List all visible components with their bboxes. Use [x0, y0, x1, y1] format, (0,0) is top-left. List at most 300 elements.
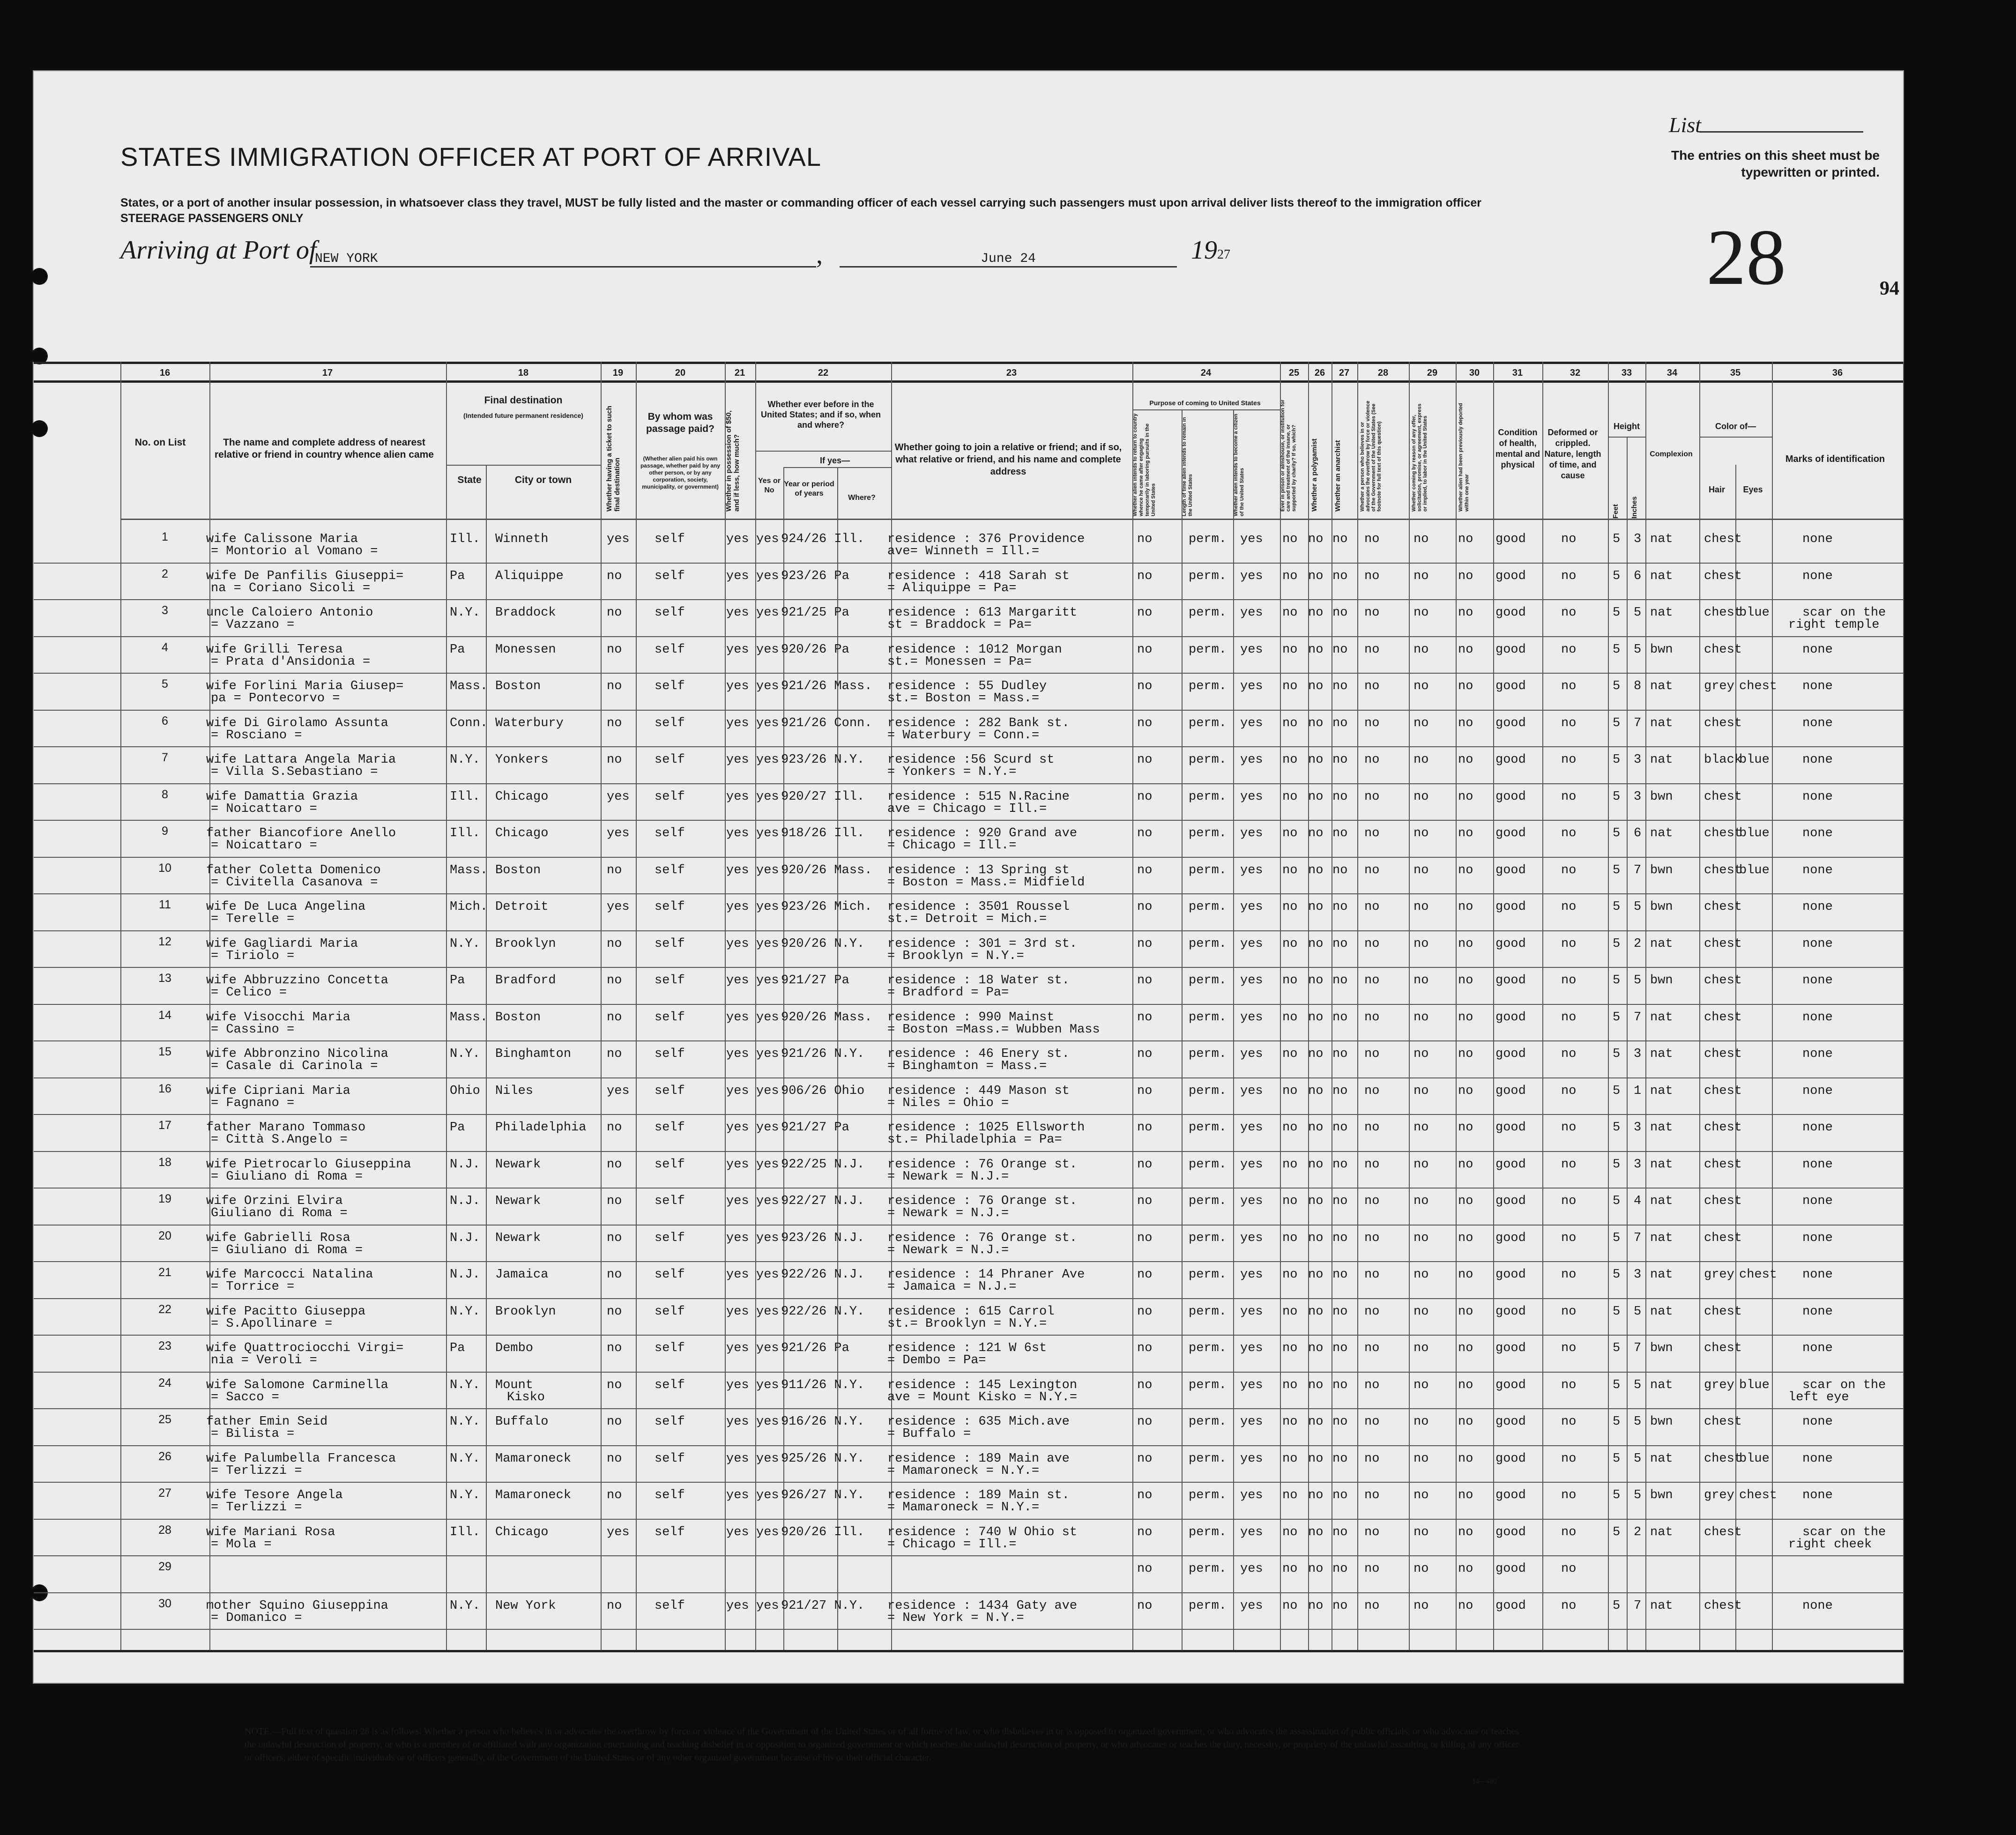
- cell-yn: yes: [756, 606, 779, 620]
- cell-m: yes: [726, 973, 749, 988]
- cell-yn: yes: [756, 753, 779, 767]
- cell-rel2: = Città S.Angelo =: [211, 1133, 348, 1147]
- cell-join: residence : 615 Carrol: [887, 1304, 1055, 1319]
- cell-pr: no: [1282, 863, 1298, 877]
- cell-of: no: [1413, 716, 1429, 730]
- cell-st: N.Y.: [450, 753, 480, 767]
- cell-rel: father Coletta Domenico: [206, 863, 381, 877]
- cell-of: no: [1413, 753, 1429, 767]
- cell-hr: chest: [1704, 1341, 1742, 1355]
- cell-hr: chest: [1704, 1010, 1742, 1025]
- cell-an: no: [1332, 1562, 1348, 1576]
- cell-rel2: = Villa S.Sebastiano =: [211, 765, 378, 779]
- cell-pr: no: [1282, 973, 1298, 988]
- cell-ret: no: [1137, 569, 1153, 583]
- cell-m: yes: [726, 1341, 749, 1355]
- cell-rel2: = Casale di Carinola =: [211, 1059, 378, 1073]
- cell-pr: no: [1282, 1415, 1298, 1429]
- cell-paid: self: [655, 1010, 685, 1025]
- cell-join: residence : 920 Grand ave: [887, 826, 1078, 840]
- column-number: 27: [1339, 368, 1350, 378]
- row-rule: [34, 783, 1903, 784]
- cell-m: yes: [726, 1451, 749, 1466]
- cell-an: no: [1332, 1194, 1348, 1208]
- cell-yr: 921/25 Pa: [781, 606, 849, 620]
- cell-rel2: = Terelle =: [211, 912, 295, 926]
- cell-join2: = Newark = N.J.=: [887, 1243, 1009, 1257]
- cell-ov: no: [1364, 642, 1380, 657]
- cell-hl: good: [1495, 1525, 1526, 1539]
- cell-hr: grey: [1704, 679, 1734, 693]
- cell-of: no: [1413, 1562, 1429, 1576]
- col16-header: No. on List: [134, 437, 186, 448]
- arrival-year: [1191, 235, 1230, 265]
- cell-cx: nat: [1650, 1121, 1673, 1135]
- cell-dp: no: [1458, 1562, 1473, 1576]
- cell-m: yes: [726, 1121, 749, 1135]
- cell-join2: st = Braddock = Pa=: [887, 618, 1032, 632]
- cell-in: 7: [1634, 716, 1642, 730]
- cell-rel: father Marano Tommaso: [206, 1121, 366, 1135]
- cell-pr: no: [1282, 1231, 1298, 1245]
- cell-cx: nat: [1650, 606, 1673, 620]
- column-number: 22: [818, 368, 829, 378]
- cell-dp: no: [1458, 569, 1473, 583]
- cell-join2: = Niles = Ohio =: [887, 1096, 1009, 1110]
- cell-pr: no: [1282, 1268, 1298, 1282]
- cell-rel2: pa = Pontecorvo =: [211, 691, 340, 706]
- cell-len: perm.: [1189, 973, 1227, 988]
- cell-city: Aliquippe: [495, 569, 564, 583]
- cell-join: residence : 635 Mich.ave: [887, 1415, 1070, 1429]
- row-number: 21: [158, 1266, 171, 1279]
- cell-join: residence : 46 Enery st.: [887, 1047, 1070, 1061]
- cell-rel: wife Abbruzzino Concetta: [206, 973, 388, 988]
- cell-cx: nat: [1650, 532, 1673, 546]
- cell-ret: no: [1137, 1268, 1153, 1282]
- page-number: 94: [1880, 278, 1899, 299]
- cell-mk: none: [1802, 532, 1833, 546]
- cell-rel2: = Civitella Casanova =: [211, 875, 378, 890]
- column-rule: [446, 362, 447, 1650]
- cell-ov: no: [1364, 1047, 1380, 1061]
- cell-ft: 5: [1613, 1598, 1621, 1613]
- cell-df: no: [1561, 863, 1577, 877]
- cell-cit: yes: [1240, 606, 1263, 620]
- cell-rel: wife Visocchi Maria: [206, 1010, 350, 1025]
- cell-ov: no: [1364, 1562, 1380, 1576]
- cell-ft: 5: [1613, 900, 1621, 914]
- cell-ret: no: [1137, 1415, 1153, 1429]
- cell-cit: yes: [1240, 1084, 1263, 1098]
- punch-hole: [31, 268, 48, 285]
- cell-yr: 922/25 N.J.: [781, 1157, 865, 1172]
- cell-ret: no: [1137, 863, 1153, 877]
- cell-rel2: = Terlizzi =: [211, 1501, 302, 1515]
- column-number: 32: [1570, 368, 1581, 378]
- cell-hl: good: [1495, 1598, 1526, 1613]
- cell-po: no: [1308, 1304, 1324, 1319]
- cell-tk: no: [607, 1047, 622, 1061]
- cell-cx: nat: [1650, 1231, 1673, 1245]
- col18-state: State: [457, 475, 482, 485]
- cell-dp: no: [1458, 1525, 1473, 1539]
- col19-header: Whether having a ticket to such final destination: [605, 406, 621, 512]
- cell-hr: chest: [1704, 642, 1742, 657]
- cell-hl: good: [1495, 1121, 1526, 1135]
- cell-of: no: [1413, 1194, 1429, 1208]
- cell-len: perm.: [1189, 1157, 1227, 1172]
- cell-tk: no: [607, 753, 622, 767]
- cell-paid: self: [655, 973, 685, 988]
- row-number: 23: [158, 1339, 171, 1352]
- cell-an: no: [1332, 863, 1348, 877]
- cell-po: no: [1308, 679, 1324, 693]
- cell-cx: nat: [1650, 679, 1673, 693]
- manifest-sheet: [33, 70, 1904, 1785]
- cell-yr: 921/26 Pa: [781, 1341, 849, 1355]
- cell-rel: wife Gabrielli Rosa: [206, 1231, 350, 1245]
- cell-mk: none: [1802, 569, 1833, 583]
- column-rule: [725, 362, 726, 1650]
- cell-cx: nat: [1650, 1047, 1673, 1061]
- cell-pr: no: [1282, 679, 1298, 693]
- cell-join2: = Chicago = Ill.=: [887, 1537, 1017, 1552]
- cell-m: yes: [726, 1047, 749, 1061]
- col24c-header: Whether alien intends to become a citizen of the United States: [1233, 414, 1245, 516]
- cell-st: N.Y.: [450, 936, 480, 951]
- cell-paid: self: [655, 1525, 685, 1539]
- cell-rel: father Emin Seid: [206, 1415, 328, 1429]
- cell-join2: = Boston =Mass.= Wubben Mass: [887, 1022, 1100, 1037]
- row-rule: [34, 1151, 1903, 1152]
- cell-ov: no: [1364, 1268, 1380, 1282]
- column-number: 35: [1730, 368, 1741, 378]
- cell-df: no: [1561, 1525, 1577, 1539]
- cell-join: residence : 76 Orange st.: [887, 1194, 1078, 1208]
- cell-an: no: [1332, 936, 1348, 951]
- cell-len: perm.: [1189, 532, 1227, 546]
- cell-of: no: [1413, 569, 1429, 583]
- cell-dp: no: [1458, 1047, 1473, 1061]
- row-number: 24: [158, 1376, 171, 1389]
- cell-hr: chest: [1704, 606, 1742, 620]
- cell-ret: no: [1137, 606, 1153, 620]
- col24b-header: Length of time alien intends to remain in the United States: [1182, 417, 1193, 516]
- cell-st: Mass.: [450, 863, 488, 877]
- cell-len: perm.: [1189, 789, 1227, 804]
- cell-df: no: [1561, 753, 1577, 767]
- cell-ft: 5: [1613, 1084, 1621, 1098]
- column-number: 24: [1200, 368, 1212, 378]
- cell-dp: no: [1458, 900, 1473, 914]
- cell-ret: no: [1137, 642, 1153, 657]
- cell-join: residence : 1012 Morgan: [887, 642, 1062, 657]
- cell-cx: bwn: [1650, 1341, 1673, 1355]
- cell-yn: yes: [756, 900, 779, 914]
- cell-df: no: [1561, 1157, 1577, 1172]
- row-number: 20: [158, 1229, 171, 1242]
- cell-df: no: [1561, 900, 1577, 914]
- column-number: 30: [1469, 368, 1480, 378]
- cell-st: N.J.: [450, 1268, 480, 1282]
- cell-rel: wife Damattia Grazia: [206, 789, 358, 804]
- row-rule: [34, 1261, 1903, 1262]
- cell-pr: no: [1282, 532, 1298, 546]
- cell-po: no: [1308, 1415, 1324, 1429]
- cell-hl: good: [1495, 716, 1526, 730]
- cell-rel: wife Abbronzino Nicolina: [206, 1047, 388, 1061]
- cell-hl: good: [1495, 1304, 1526, 1319]
- cell-m: yes: [726, 532, 749, 546]
- cell-ret: no: [1137, 679, 1153, 693]
- cell-in: 6: [1634, 826, 1642, 840]
- cell-tk: yes: [607, 826, 630, 840]
- cell-po: no: [1308, 753, 1324, 767]
- cell-hr: chest: [1704, 1084, 1742, 1098]
- cell-m: yes: [726, 900, 749, 914]
- cell-hr: chest: [1704, 1598, 1742, 1613]
- col28-header: Whether a person who believes in or advocates the overthrow by force or violence of the Government of the United States (See footnote for full text of this question): [1360, 401, 1382, 512]
- cell-join2: = Bradford = Pa=: [887, 986, 1009, 1000]
- cell-rel: wife Quattrociocchi Virgi=: [206, 1341, 404, 1355]
- row-rule: [34, 1077, 1903, 1078]
- cell-city: Dembo: [495, 1341, 534, 1355]
- row-number: 18: [158, 1155, 171, 1169]
- cell-rel2: = Montorio al Vomano =: [211, 544, 378, 558]
- cell-ft: 5: [1613, 1415, 1621, 1429]
- row-number: 15: [158, 1045, 171, 1058]
- cell-hr: chest: [1704, 900, 1742, 914]
- cell-po: no: [1308, 1378, 1324, 1392]
- row-rule: [34, 746, 1903, 747]
- cell-join2: = Newark = N.J.=: [887, 1169, 1009, 1184]
- cell-city: Winneth: [495, 532, 549, 546]
- cell-df: no: [1561, 1341, 1577, 1355]
- cell-rel2: = Terlizzi =: [211, 1464, 302, 1478]
- cell-ret: no: [1137, 1525, 1153, 1539]
- footnote: NOTE.—Full text of question 28 is as follows: Whether a person who believes in or advocates the overthrow by force or violence of the Government of the United States or of all forms of law, or who disbelieves in or is opposed to organized government, or who advocates the assassination of public officials, or who advocates or teaches the unlawful destruction of property, or who is a member of or affiliated with any organization entertaining and teaching disbelief in or opposition to organized government or which teaches the unlawful destruction of property, or who advocates or teaches the duty, necessity, or propriety of the unlawful assaulting or killing of any officer or officers, either of specific individuals or of officers generally, of the Government of the United States or of any other organized government because of his or their official character.: [245, 1726, 1519, 1763]
- column-rule: [636, 362, 637, 1650]
- cell-pr: no: [1282, 1157, 1298, 1172]
- cell-join: residence : 282 Bank st.: [887, 716, 1070, 730]
- cell-yr: 920/26 Mass.: [781, 1010, 872, 1025]
- cell-hl: good: [1495, 532, 1526, 546]
- cell-paid: self: [655, 1121, 685, 1135]
- cell-st: N.J.: [450, 1231, 480, 1245]
- cell-hr: chest: [1704, 936, 1742, 951]
- row-number: 9: [162, 825, 168, 838]
- column-rule: [1542, 362, 1543, 1650]
- cell-yr: 925/26 N.Y.: [781, 1451, 865, 1466]
- cell-hl: good: [1495, 1488, 1526, 1502]
- cell-cit: yes: [1240, 1121, 1263, 1135]
- cell-yr: 918/26 Ill.: [781, 826, 865, 840]
- cell-of: no: [1413, 936, 1429, 951]
- cell-hl: good: [1495, 1010, 1526, 1025]
- cell-join: residence : 18 Water st.: [887, 973, 1070, 988]
- cell-dp: no: [1458, 1121, 1473, 1135]
- cell-mk2: right cheek: [1788, 1537, 1872, 1552]
- cell-cit: yes: [1240, 569, 1263, 583]
- cell-pr: no: [1282, 936, 1298, 951]
- cell-tk: no: [607, 1194, 622, 1208]
- cell-tk: no: [607, 679, 622, 693]
- cell-yn: yes: [756, 1121, 779, 1135]
- cell-paid: self: [655, 900, 685, 914]
- cell-dp: no: [1458, 826, 1473, 840]
- row-rule: [34, 893, 1903, 894]
- cell-city: Yonkers: [495, 753, 549, 767]
- col20-header: By whom was passage paid?: [646, 411, 714, 434]
- cell-rel: wife Lattara Angela Maria: [206, 753, 396, 767]
- subtitle: [120, 195, 1549, 226]
- cell-st: N.Y.: [450, 1047, 480, 1061]
- cell-len: perm.: [1189, 936, 1227, 951]
- cell-yr: 921/26 Conn.: [781, 716, 872, 730]
- cell-len: perm.: [1189, 863, 1227, 877]
- row-rule: [34, 673, 1903, 674]
- cell-m: yes: [726, 642, 749, 657]
- cell-hr: chest: [1704, 826, 1742, 840]
- cell-an: no: [1332, 753, 1348, 767]
- cell-dp: no: [1458, 642, 1473, 657]
- cell-dp: no: [1458, 1157, 1473, 1172]
- cell-ft: 5: [1613, 606, 1621, 620]
- row-rule: [34, 599, 1903, 600]
- cell-rel: wife Cipriani Maria: [206, 1084, 350, 1098]
- cell-rel: wife Calissone Maria: [206, 532, 358, 546]
- cell-st: Ohio: [450, 1084, 480, 1098]
- cell-city: Binghamton: [495, 1047, 572, 1061]
- cell-city: Mamaroneck: [495, 1451, 572, 1466]
- subtitle-line-2: STEERAGE PASSENGERS ONLY: [120, 212, 304, 225]
- col36-header: Marks of identification: [1785, 454, 1885, 464]
- cell-len: perm.: [1189, 716, 1227, 730]
- cell-hl: good: [1495, 1157, 1526, 1172]
- cell-hl: good: [1495, 863, 1526, 877]
- arrival-date: June 24: [840, 252, 1177, 267]
- cell-of: no: [1413, 1488, 1429, 1502]
- col18-note: (Intended future permanent residence): [463, 412, 583, 419]
- cell-of: no: [1413, 1047, 1429, 1061]
- cell-in: 5: [1634, 900, 1642, 914]
- cell-hr: chest: [1704, 1415, 1742, 1429]
- column-number: 33: [1621, 368, 1632, 378]
- cell-yn: yes: [756, 863, 779, 877]
- cell-in: 7: [1634, 863, 1642, 877]
- row-number: 1: [162, 530, 168, 543]
- cell-city: Chicago: [495, 826, 549, 840]
- cell-ov: no: [1364, 1415, 1380, 1429]
- cell-df: no: [1561, 642, 1577, 657]
- punch-hole: [31, 420, 48, 437]
- column-number: 34: [1666, 368, 1678, 378]
- cell-st: Pa: [450, 973, 465, 988]
- cell-cit: yes: [1240, 900, 1263, 914]
- cell-mk: none: [1802, 973, 1833, 988]
- cell-rel: wife Pacitto Giuseppa: [206, 1304, 366, 1319]
- cell-cx: nat: [1650, 753, 1673, 767]
- cell-paid: self: [655, 1451, 685, 1466]
- cell-cit: yes: [1240, 1157, 1263, 1172]
- column-rule: [1280, 362, 1281, 1650]
- cell-rel2: = Mola =: [211, 1537, 272, 1552]
- cell-df: no: [1561, 679, 1577, 693]
- cell-yn: yes: [756, 789, 779, 804]
- cell-join2: = Newark = N.J.=: [887, 1206, 1009, 1220]
- cell-pr: no: [1282, 716, 1298, 730]
- cell-join: residence : 613 Margaritt: [887, 606, 1078, 620]
- row-number: 10: [158, 861, 171, 875]
- cell-yr: 920/26 Ill.: [781, 1525, 865, 1539]
- cell-mk: none: [1802, 716, 1833, 730]
- cell-df: no: [1561, 789, 1577, 804]
- column-number-rule: [34, 380, 1903, 383]
- column-number: 36: [1832, 368, 1843, 378]
- row-rule: [34, 1445, 1903, 1446]
- cell-cx: bwn: [1650, 789, 1673, 804]
- cell-rel: wife Tesore Angela: [206, 1488, 343, 1502]
- cell-mk: none: [1802, 1304, 1833, 1319]
- cell-city: Newark: [495, 1157, 541, 1172]
- cell-ov: no: [1364, 532, 1380, 546]
- cell-m: yes: [726, 1010, 749, 1025]
- cell-ov: no: [1364, 753, 1380, 767]
- cell-mk: none: [1802, 1415, 1833, 1429]
- cell-dp: no: [1458, 863, 1473, 877]
- cell-df: no: [1561, 1378, 1577, 1392]
- cell-pr: no: [1282, 900, 1298, 914]
- cell-join: residence : 740 W Ohio st: [887, 1525, 1078, 1539]
- cell-tk: yes: [607, 789, 630, 804]
- cell-len: perm.: [1189, 1341, 1227, 1355]
- cell-rel2: = Sacco =: [211, 1390, 279, 1404]
- cell-ft: 5: [1613, 1268, 1621, 1282]
- cell-mk: none: [1802, 753, 1833, 767]
- cell-ov: no: [1364, 606, 1380, 620]
- cell-in: 6: [1634, 569, 1642, 583]
- cell-ret: no: [1137, 936, 1153, 951]
- cell-m: yes: [726, 936, 749, 951]
- cell-hl: good: [1495, 789, 1526, 804]
- cell-city: Brooklyn: [495, 1304, 556, 1319]
- cell-rel: wife Orzini Elvira: [206, 1194, 343, 1208]
- column-rule: [1608, 362, 1609, 1650]
- cell-join: residence : 3501 Roussel: [887, 900, 1070, 914]
- cell-of: no: [1413, 1304, 1429, 1319]
- cell-tk: no: [607, 1488, 622, 1502]
- column-rule: [1456, 362, 1457, 1650]
- cell-rel: wife Forlini Maria Giusep=: [206, 679, 404, 693]
- column-rule: [1493, 362, 1494, 1650]
- cell-join2: = Mamaroneck = N.Y.=: [887, 1501, 1040, 1515]
- cell-mk: none: [1802, 1047, 1833, 1061]
- cell-rel2: Giuliano di Roma =: [211, 1206, 348, 1220]
- cell-an: no: [1332, 1121, 1348, 1135]
- cell-ret: no: [1137, 1121, 1153, 1135]
- cell-tk: no: [607, 1231, 622, 1245]
- cell-yr: 923/26 N.J.: [781, 1231, 865, 1245]
- row-rule: [34, 1519, 1903, 1520]
- cell-yr: 916/26 N.Y.: [781, 1415, 865, 1429]
- row-rule: [34, 1372, 1903, 1373]
- cell-of: no: [1413, 1415, 1429, 1429]
- cell-city: Newark: [495, 1194, 541, 1208]
- cell-hl: good: [1495, 826, 1526, 840]
- cell-join: residence : 14 Phraner Ave: [887, 1268, 1085, 1282]
- cell-dp: no: [1458, 1194, 1473, 1208]
